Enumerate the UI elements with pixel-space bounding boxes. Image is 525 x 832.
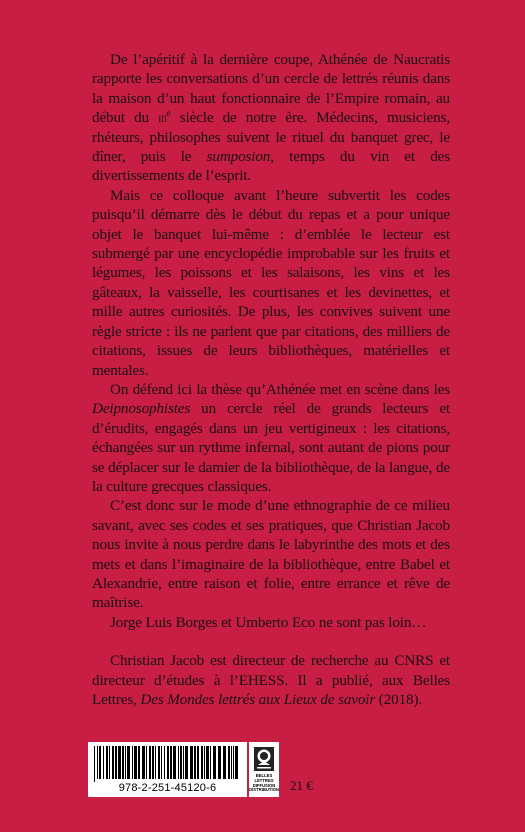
blurb-paragraph-2 xyxy=(92,186,450,380)
italic-term: sumposion xyxy=(206,148,271,166)
blurb-text: siècle de notre ère. Médecins, musiciens, rhéteurs, philosophes suivent le rituel du banquet grec, le dîner, puis le xyxy=(92,109,450,166)
italic-book-title: Deipnosophistes xyxy=(92,400,191,418)
isbn-number: 978-2-251-45120-6 xyxy=(118,782,217,794)
blurb-text: On défend ici la thèse qu’Athénée met en scène dans les xyxy=(110,380,450,398)
blurb-text: De l’apéritif à la dernière coupe, Athénée de Naucratis rapporte les conversations d’un cercle de lettrés réunis dans la maison d’un haut fonctionnaire de l’Empire romain, au début du xyxy=(92,51,450,127)
bio-book-title: Des Mondes lettrés aux Lieux de savoir xyxy=(140,691,376,708)
bio-text: (2018). xyxy=(375,691,423,708)
blurb-paragraph-1 xyxy=(92,50,450,186)
isbn-barcode xyxy=(88,742,247,797)
bio-text: Christian Jacob est directeur de recherche au CNRS et directeur d’études à l’EHESS. Il a publié, aux Belles Lettres, xyxy=(92,652,450,708)
blurb-text: , temps du vin et des divertissements de l’esprit. xyxy=(92,148,450,185)
distributor-logo-text xyxy=(249,774,279,793)
blurb-text: Jorge Luis Borges et Umberto Eco ne sont pas loin… xyxy=(110,613,427,631)
century-superscript: e xyxy=(166,108,171,119)
blurb-paragraph-5 xyxy=(92,613,450,632)
back-cover-blurb xyxy=(92,50,450,709)
century-numeral: iii xyxy=(158,110,167,126)
blurb-text: C’est donc sur le mode d’une ethnographie de ce milieu savant, avec ses codes et ses pratiques, que Christian Jacob nous invite à nous perdre dans le labyrinthe des mots et des mets et dans l’imaginaire de la bibliothèque, entre Babel et Alexandrie, entre raison et folie, entre errance et rêve de maîtrise. xyxy=(92,497,450,612)
blurb-text: un cercle réel de grands lecteurs et d’érudits, engagés dans un jeu vertigineux : les citations, échangées sur un rythme infernal, sont autant de pions pour se déplacer sur le damier de la bibliothèque, de la langue, de la culture grecques classiques. xyxy=(92,400,450,495)
distributor-logo xyxy=(249,742,279,797)
distributor-emblem-icon xyxy=(252,745,276,773)
author-bio xyxy=(92,651,450,709)
blurb-paragraph-3 xyxy=(92,380,450,496)
barcode-bars xyxy=(92,746,243,782)
logo-line: BELLES LETTRES xyxy=(254,773,274,783)
blurb-paragraph-4 xyxy=(92,496,450,612)
price: 21 € xyxy=(290,778,313,793)
logo-line: DIFFUSION xyxy=(252,782,276,788)
logo-line: DISTRIBUTION xyxy=(249,787,279,793)
blurb-text: Mais ce colloque avant l’heure subvertit les codes puisqu’il démarre dès le début du repas et a pour unique objet le banquet lui-même : d’emblée le lecteur est submergé par une encyclopédie improbable sur les fruits et légumes, les poissons et les salaisons, les vins et les gâteaux, la vaisselle, les courtisanes et les devinettes, et mille autres curiosités. De plus, les convives suivent une règle stricte : ils ne parlent que par citations, des milliers de citations, issues de leurs bibliothèques, matérielles et mentales. xyxy=(92,186,450,379)
